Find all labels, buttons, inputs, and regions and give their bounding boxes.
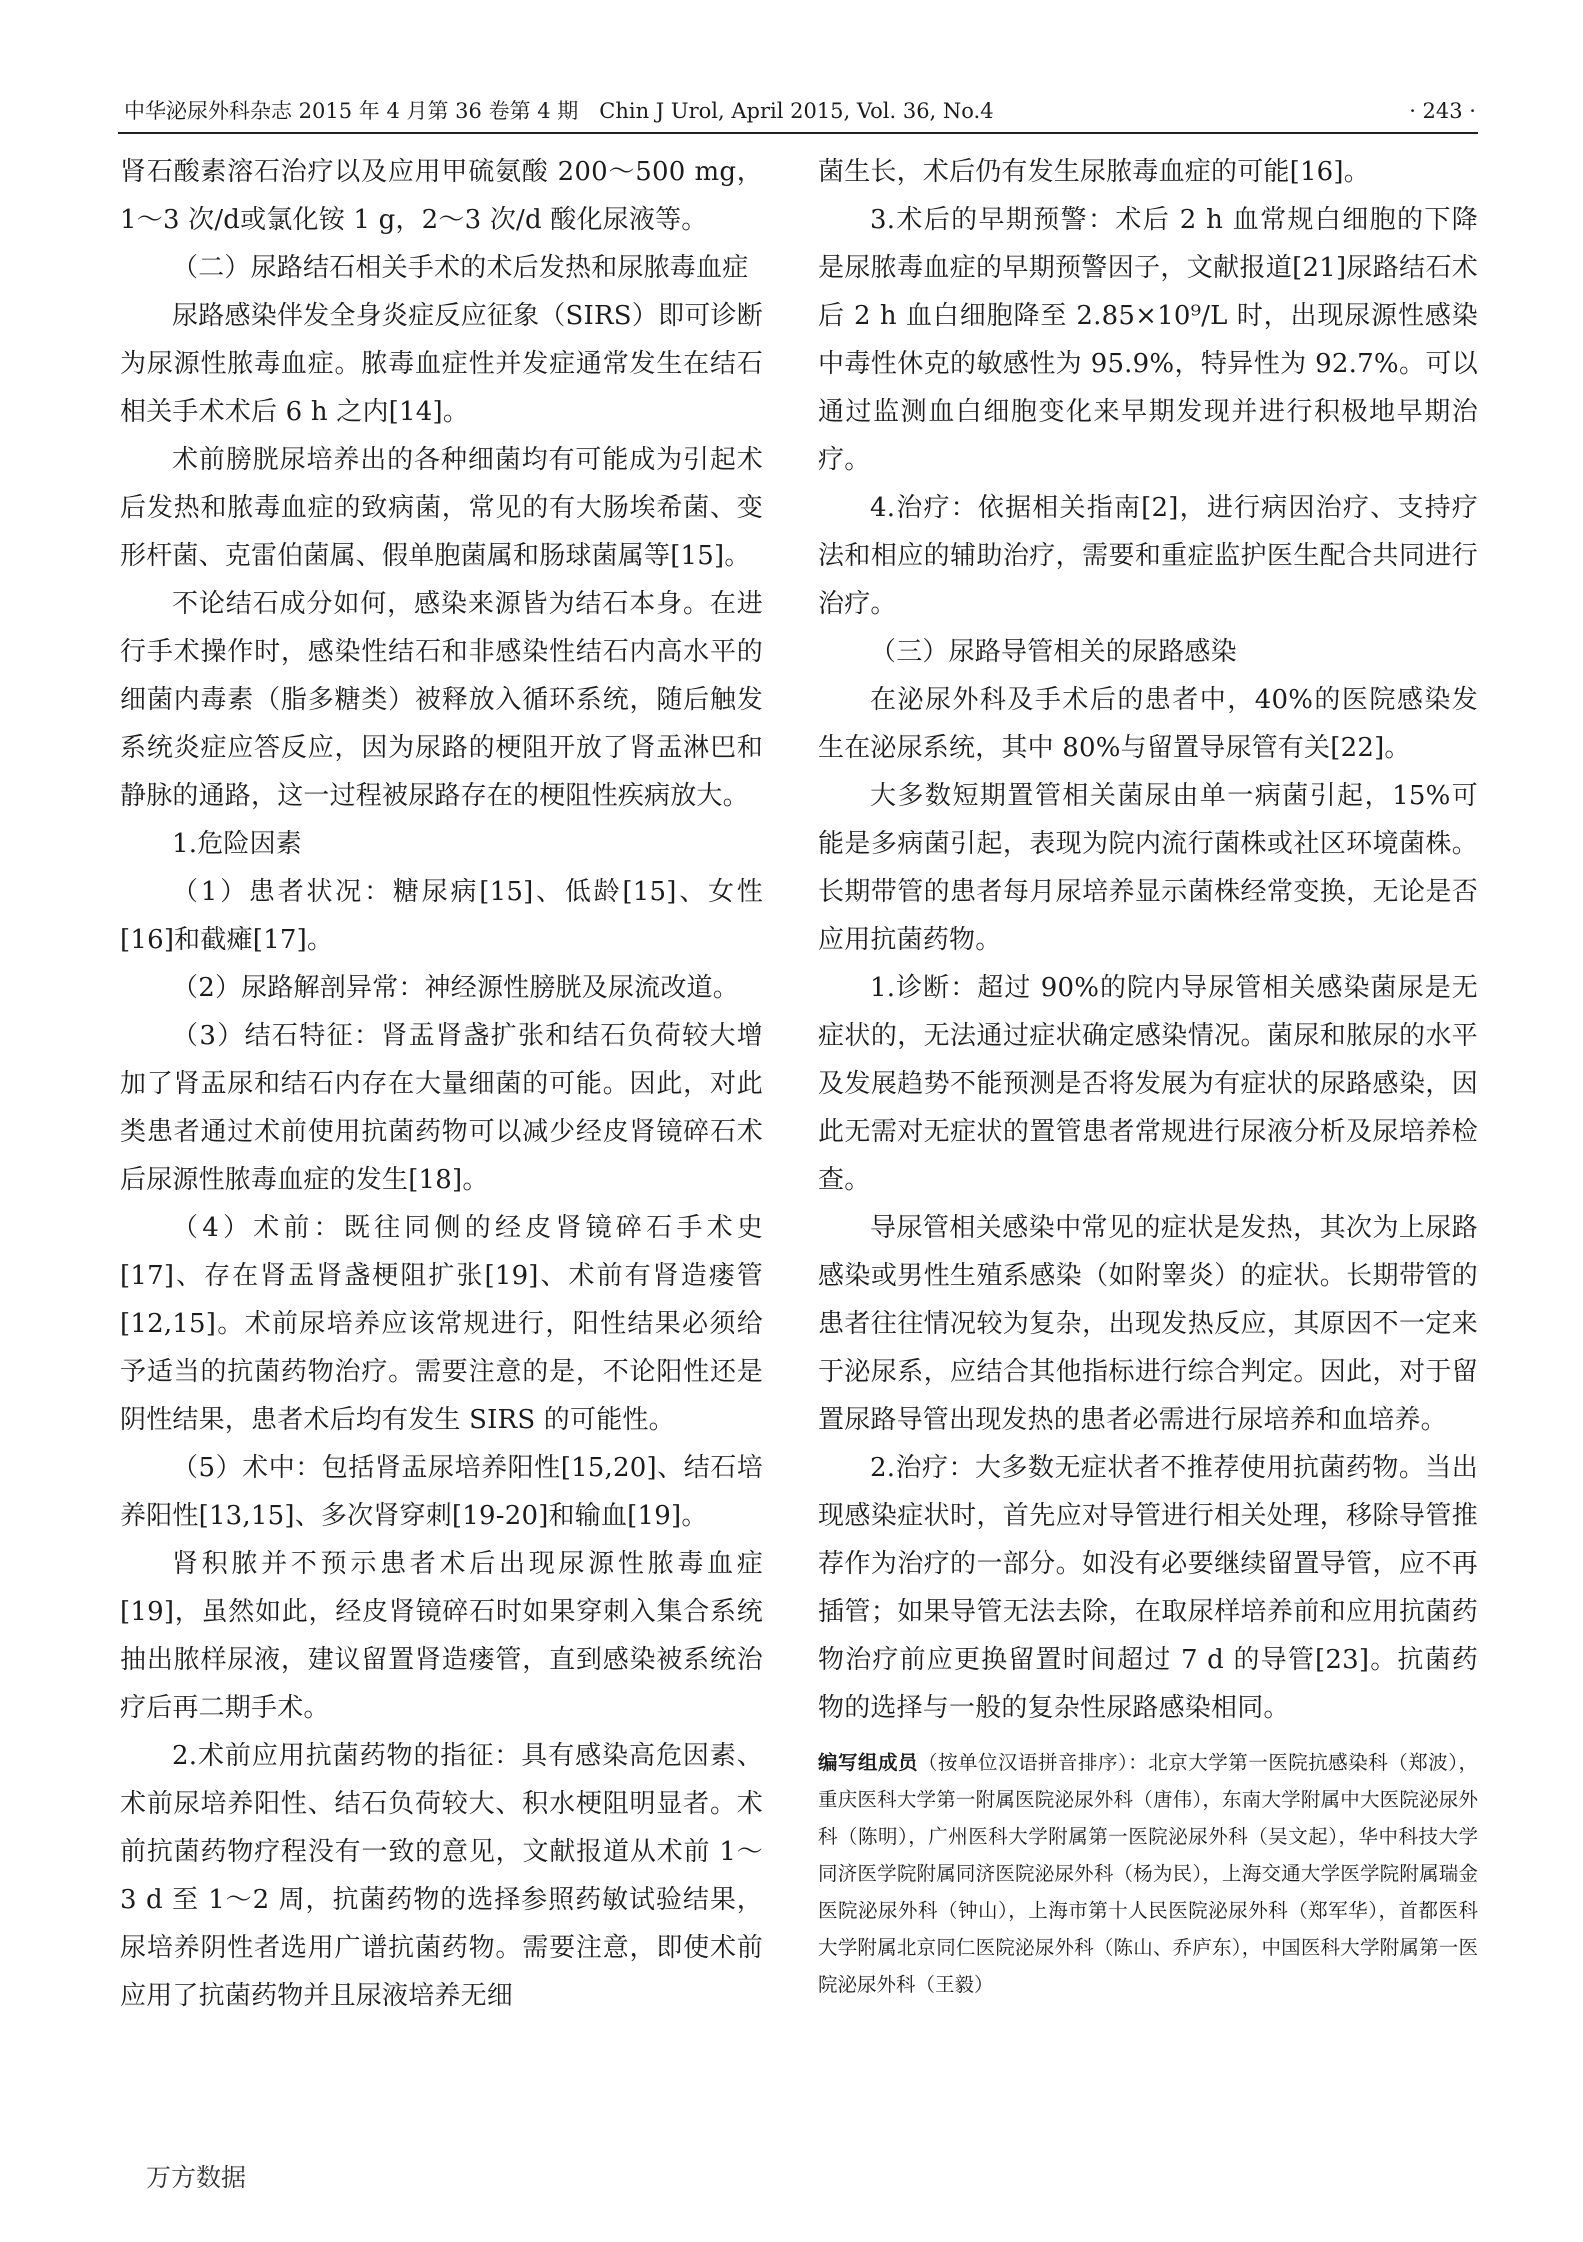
paragraph: 菌生长，术后仍有发生尿脓毒血症的可能[16]。 — [818, 157, 1370, 187]
right-column — [818, 148, 1478, 2003]
left-column — [120, 148, 763, 2020]
header-rule — [118, 132, 1478, 134]
paragraph: 4.治疗：依据相关指南[2]，进行病因治疗、支持疗法和相应的辅助治疗，需要和重症监护医生配合共同进行治疗。 — [818, 493, 1478, 619]
contributors-list: 北京大学第一医院抗感染科（郑波），重庆医科大学第一附属医院泌尿外科（唐伟），东南大学附属中大医院泌尿外科（陈明），广州医科大学附属第一医院泌尿外科（吴文起），华中科技大学同济医学院附属同济医院泌尿外科（杨为民），上海交通大学医学院附属瑞金医院泌尿外科（钟山），上海市第十人民医院泌尿外科（郑军华），首都医科大学附属北京同仁医院泌尿外科（陈山、乔庐东），中国医科大学附属第一医院泌尿外科（王毅） — [818, 1751, 1478, 1996]
contributors-heading: 编写组成员 — [818, 1751, 918, 1774]
list-item: （5）术中：包括肾盂尿培养阳性[15,20]、结石培养阳性[13,15]、多次肾穿刺[19-20]和输血[19]。 — [120, 1453, 763, 1531]
list-item: （1）患者状况：糖尿病[15]、低龄[15]、女性[16]和截瘫[17]。 — [120, 877, 763, 955]
paragraph: 1.诊断：超过 90%的院内导尿管相关感染菌尿是无症状的，无法通过症状确定感染情况。菌尿和脓尿的水平及发展趋势不能预测是否将发展为有症状的尿路感染，因此无需对无症状的置管患者常规进行尿液分析及尿培养检查。 — [818, 973, 1478, 1195]
paragraph: 2.治疗：大多数无症状者不推荐使用抗菌药物。当出现感染症状时，首先应对导管进行相关处理，移除导管推荐作为治疗的一部分。如没有必要继续留置导管，应不再插管；如果导管无法去除，在取尿样培养前和应用抗菌药物治疗前应更换留置时间超过 7 d 的导管[23]。抗菌药物的选择与一般的复杂性尿路感染相同。 — [818, 1453, 1478, 1723]
paragraph: 3.术后的早期预警：术后 2 h 血常规白细胞的下降是尿脓毒血症的早期预警因子，文献报道[21]尿路结石术后 2 h 血白细胞降至 2.85×10⁹/L 时，出现尿源性感染中毒性休克的敏感性为 95.9%，特异性为 92.7%。可以通过监测血白细胞变化来早期发现并进行积极地早期治疗。 — [818, 205, 1478, 475]
paragraph: 尿路感染伴发全身炎症反应征象（SIRS）即可诊断为尿源性脓毒血症。脓毒血症性并发症通常发生在结石相关手术术后 6 h 之内[14]。 — [120, 301, 763, 427]
paragraph: 在泌尿外科及手术后的患者中，40%的医院感染发生在泌尿系统，其中 80%与留置导尿管有关[22]。 — [818, 685, 1478, 763]
paragraph: 2.术前应用抗菌药物的指征：具有感染高危因素、术前尿培养阳性、结石负荷较大、积水梗阻明显者。术前抗菌药物疗程没有一致的意见，文献报道从术前 1～3 d 至 1～2 周，抗菌药物的选择参照药敏试验结果，尿培养阴性者选用广谱抗菌药物。需要注意，即使术前应用了抗菌药物并且尿液培养无细 — [120, 1741, 763, 2011]
running-header — [124, 92, 1476, 130]
subheading: 1.危险因素 — [172, 829, 303, 859]
paragraph: 术前膀胱尿培养出的各种细菌均有可能成为引起术后发热和脓毒血症的致病菌，常见的有大肠埃希菌、变形杆菌、克雷伯菌属、假单胞菌属和肠球菌属等[15]。 — [120, 445, 763, 571]
paragraph: 肾石酸素溶石治疗以及应用甲硫氨酸 200～500 mg，1～3 次/d或氯化铵 1 g，2～3 次/d 酸化尿液等。 — [120, 157, 763, 235]
list-item: （3）结石特征：肾盂肾盏扩张和结石负荷较大增加了肾盂尿和结石内存在大量细菌的可能。因此，对此类患者通过术前使用抗菌药物可以减少经皮肾镜碎石术后尿源性脓毒血症的发生[18]。 — [120, 1021, 763, 1195]
footer-watermark: 万方数据 — [146, 2163, 247, 2192]
list-item: （2）尿路解剖异常：神经源性膀胱及尿流改道。 — [172, 973, 739, 1003]
paragraph: 导尿管相关感染中常见的症状是发热，其次为上尿路感染或男性生殖系感染（如附睾炎）的症状。长期带管的患者往往情况较为复杂，出现发热反应，其原因不一定来于泌尿系，应结合其他指标进行综合判定。因此，对于留置尿路导管出现发热的患者必需进行尿培养和血培养。 — [818, 1213, 1478, 1435]
contributors-note — [818, 1744, 1478, 2003]
section-heading: （二）尿路结石相关手术的术后发热和尿脓毒血症 — [172, 253, 749, 283]
paragraph: 大多数短期置管相关菌尿由单一病菌引起，15%可能是多病菌引起，表现为院内流行菌株或社区环境菌株。长期带管的患者每月尿培养显示菌株经常变换，无论是否应用抗菌药物。 — [818, 781, 1478, 955]
contributors-sort-note: （按单位汉语拼音排序）： — [918, 1751, 1149, 1774]
paragraph: 不论结石成分如何，感染来源皆为结石本身。在进行手术操作时，感染性结石和非感染性结石内高水平的细菌内毒素（脂多糖类）被释放入循环系统，随后触发系统炎症应答反应，因为尿路的梗阻开放了肾盂淋巴和静脉的通路，这一过程被尿路存在的梗阻性疾病放大。 — [120, 589, 763, 811]
journal-citation: 中华泌尿外科杂志 2015 年 4 月第 36 卷第 4 期 Chin J Urol, April 2015, Vol. 36, No.4 — [124, 99, 994, 123]
section-heading: （三）尿路导管相关的尿路感染 — [870, 637, 1237, 667]
page-number: · 243 · — [1409, 99, 1476, 123]
paragraph: 肾积脓并不预示患者术后出现尿源性脓毒血症[19]，虽然如此，经皮肾镜碎石时如果穿刺入集合系统抽出脓样尿液，建议留置肾造瘘管，直到感染被系统治疗后再二期手术。 — [120, 1549, 763, 1723]
list-item: （4）术前：既往同侧的经皮肾镜碎石手术史[17]、存在肾盂肾盏梗阻扩张[19]、术前有肾造瘘管[12,15]。术前尿培养应该常规进行，阳性结果必须给予适当的抗菌药物治疗。需要注意的是，不论阳性还是阴性结果，患者术后均有发生 SIRS 的可能性。 — [120, 1213, 763, 1435]
